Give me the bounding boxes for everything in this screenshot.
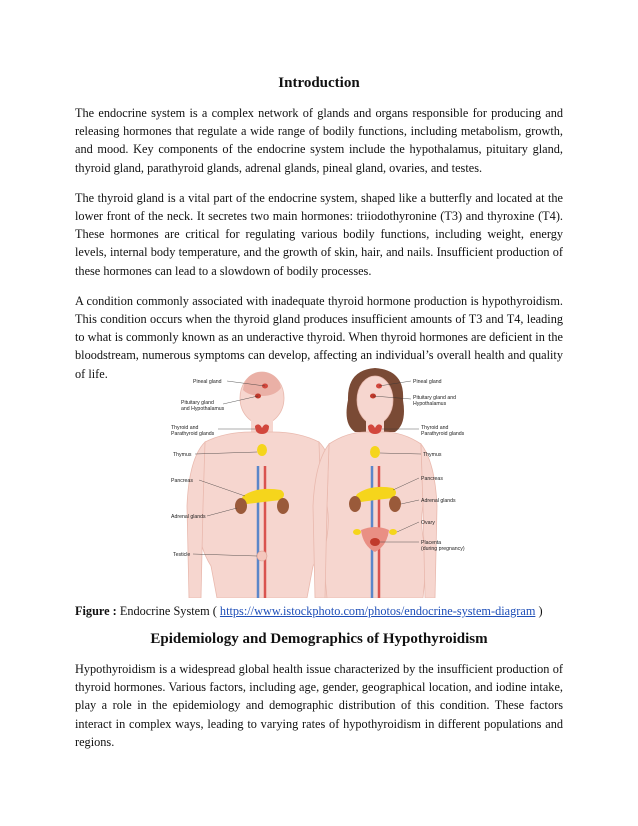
female-label-placenta-2: (during pregnancy) [421, 546, 465, 552]
female-adrenal-right [389, 496, 401, 512]
female-label-pituitary-1: Pituitary gland and [413, 395, 456, 401]
epidemiology-paragraph: Hypothyroidism is a widespread global health issue characterized by the insufficient production of thyroid hormones. Various factors, including age, gender, geographical location, and iodine intake, play a role in the epidemiology and demographic distribution of this condition. These factors interact in complex ways, leading to varying rates of hypothyroidism in different populations and regions. [75, 662, 563, 749]
intro-paragraph-3: A condition commonly associated with inadequate thyroid hormone production is hypothyroidism. This condition occurs when the thyroid gland produces insufficient amounts of T3 and T4, leading to what is commonly known as an underactive thyroid. When thyroid hormones are deficient in the bloodstream, numerous symptoms can develop, affecting an individual’s overall health and quality of life. [75, 293, 563, 381]
female-label-pineal: Pineal gland [413, 379, 442, 385]
epidemiology-heading: Epidemiology and Demographics of Hypothyroidism [150, 631, 488, 647]
female-label-pituitary-2: Hypothalamus [413, 401, 447, 407]
female-thymus [370, 446, 380, 458]
figure-caption-text: Endocrine System ( [116, 604, 220, 618]
female-ovary-left [353, 529, 361, 535]
endocrine-system-figure [75, 366, 563, 598]
female-label-pancreas: Pancreas [421, 476, 443, 482]
male-thymus [257, 444, 267, 456]
female-label-placenta-1: Placenta [421, 540, 442, 546]
male-label-thymus: Thymus [173, 452, 192, 458]
female-label-thymus: Thymus [423, 452, 442, 458]
introduction-section [75, 74, 563, 395]
male-label-pituitary-2: and Hypothalamus [181, 406, 225, 412]
endocrine-diagram [75, 366, 563, 598]
figure-caption-label: Figure : [75, 604, 117, 618]
female-label-thyroid-1: Thyroid and [421, 425, 449, 431]
epidemiology-section [75, 660, 563, 763]
introduction-heading: Introduction [278, 75, 360, 91]
female-label-adrenal: Adrenal glands [421, 498, 456, 504]
male-label-testicle: Testicle [173, 552, 191, 558]
female-label-ovary: Ovary [421, 520, 435, 526]
intro-paragraph-1: The endocrine system is a complex network of glands and organs responsible for producing and releasing hormones that regulate a wide range of bodily functions, including metabolism, growth, and mood. Key components of the endocrine system include the hypothalamus, pituitary gland, thyroid gland, parathyroid glands, adrenal glands, pineal gland, ovaries, and testes. [75, 106, 563, 175]
male-testicle [257, 551, 267, 561]
figure-source-link[interactable]: https://www.istockphoto.com/photos/endocrine-system-diagram [219, 604, 536, 618]
male-label-pancreas: Pancreas [171, 478, 193, 484]
male-adrenal-right [277, 498, 289, 514]
figure-caption-suffix: ) [535, 604, 543, 618]
male-label-adrenal: Adrenal glands [171, 514, 206, 520]
female-ovary-right [389, 529, 397, 535]
female-label-thyroid-2: Parathyroid glands [421, 431, 465, 437]
male-label-pituitary-1: Pituitary gland [181, 400, 214, 406]
male-label-thyroid-1: Thyroid and [171, 425, 199, 431]
female-placenta [370, 538, 380, 546]
figure-caption [75, 602, 563, 620]
female-adrenal-left [349, 496, 361, 512]
male-label-thyroid-2: Parathyroid glands [171, 431, 215, 437]
male-label-pineal: Pineal gland [193, 379, 222, 385]
male-adrenal-left [235, 498, 247, 514]
intro-paragraph-2: The thyroid gland is a vital part of the endocrine system, shaped like a butterfly and located at the lower front of the neck. It secretes two main hormones: triiodothyronine (T3) and thyroxine (T4). These hormones are critical for regulating various bodily functions, including weight, energy levels, internal body temperature, and the growth of skin, hair, and nails. Insufficient production of these hormones can lead to a slowdown of bodily processes. [75, 190, 563, 278]
